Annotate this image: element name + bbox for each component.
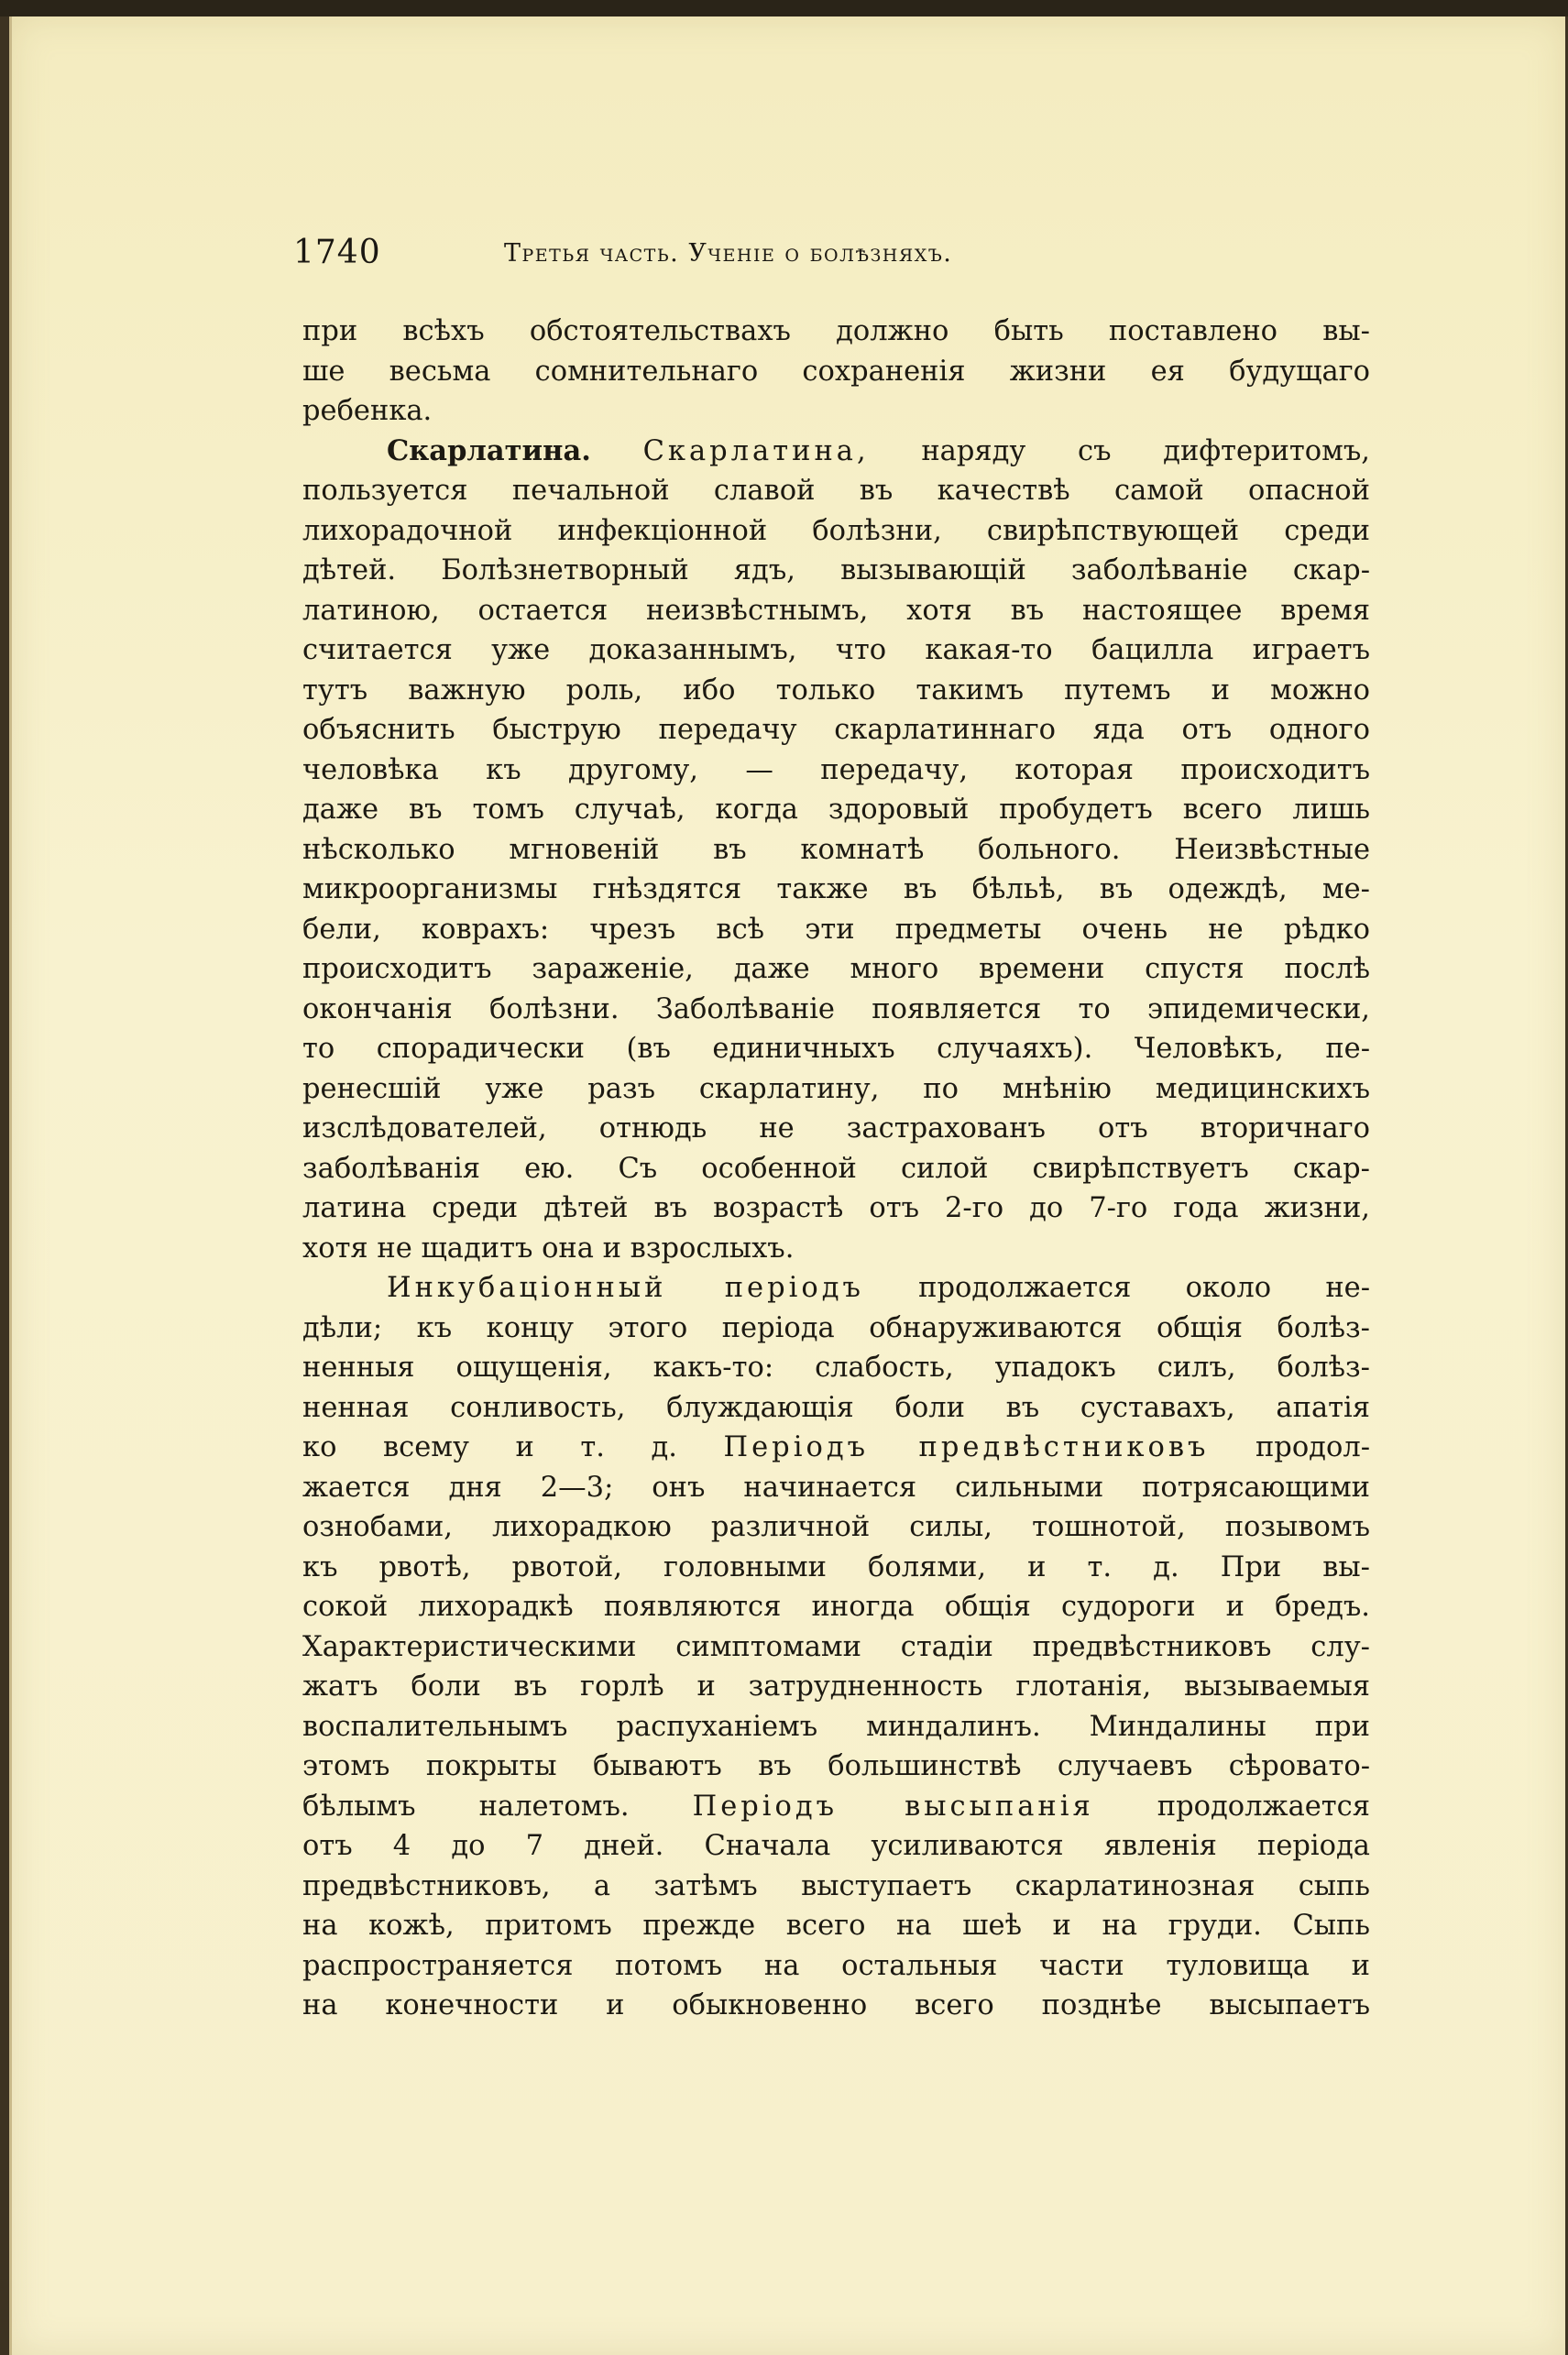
text-line: воспалительнымъ распуханіемъ миндалинъ. Миндалины при <box>302 1710 1370 1743</box>
text-line: объяснить быструю передачу скарлатиннаго яда отъ одного <box>302 714 1370 746</box>
section-heading: Скарлатина. <box>387 433 591 467</box>
spaced-term: Періодъ высыпанія <box>692 1790 1094 1823</box>
text-line: дѣтей. Болѣзнетворный ядъ, вызывающій заболѣваніе скар- <box>302 554 1370 586</box>
text-line: заболѣванія ею. Съ особенной силой свирѣпствуетъ скар- <box>302 1152 1370 1185</box>
text-line: жается дня 2—3; онъ начинается сильными потрясающими <box>302 1471 1370 1504</box>
text-line: происходитъ зараженіе, даже много времени спустя послѣ <box>302 953 1370 985</box>
text-line: то спорадически (въ единичныхъ случаяхъ). Человѣкъ, пе- <box>302 1033 1370 1065</box>
text-fragment: продолжается около не- <box>863 1272 1371 1304</box>
text-fragment: ко всему и т. д. <box>302 1431 724 1463</box>
body-text <box>302 312 1370 2026</box>
text-line: даже въ томъ случаѣ, когда здоровый пробудетъ всего лишь <box>302 794 1370 826</box>
text-line: пользуется печальной славой въ качествѣ самой опасной <box>302 475 1370 507</box>
text-line: этомъ покрыты бываютъ въ большинствѣ случаевъ сѣровато- <box>302 1750 1370 1782</box>
text-fragment: продолжается <box>1093 1790 1371 1823</box>
text-line: тутъ важную роль, ибо только такимъ путемъ и можно <box>302 674 1370 706</box>
scan-top-edge <box>0 0 1568 16</box>
text-line: жатъ боли въ горлѣ и затрудненность глотанія, вызываемыя <box>302 1670 1370 1703</box>
text-line: ненная сонливость, блуждающія боли въ суставахъ, апатія <box>302 1391 1370 1424</box>
text-line: нѣсколько мгновеній въ комнатѣ больного. Неизвѣстные <box>302 833 1370 866</box>
text-fragment: бѣлымъ налетомъ. <box>302 1790 693 1823</box>
text-line: дѣли; къ концу этого періода обнаруживаются общія болѣз- <box>302 1311 1370 1344</box>
text-line: распространяется потомъ на остальныя части туловища и <box>302 1949 1370 1982</box>
text-fragment: продол- <box>1209 1431 1371 1463</box>
spaced-term: Инкубаціонный періодъ <box>387 1272 864 1304</box>
text-line: сокой лихорадкѣ появляются иногда общія судороги и бредъ. <box>302 1591 1370 1623</box>
text-line <box>302 1268 1370 1309</box>
text-line: Характеристическими симптомами стадіи предвѣстниковъ слу- <box>302 1630 1370 1663</box>
text-line: считается уже доказаннымъ, что какая-то бацилла играетъ <box>302 634 1370 666</box>
text-line: ненныя ощущенія, какъ-то: слабость, упадокъ силъ, болѣз- <box>302 1352 1370 1384</box>
text-line: лихорадочной инфекціонной болѣзни, свирѣпствующей среди <box>302 514 1370 547</box>
running-head: Третья часть. Ученіе о болѣзняхъ. <box>504 239 953 268</box>
text-line: при всѣхъ обстоятельствахъ должно быть поставлено вы- <box>302 315 1370 347</box>
text-line <box>302 1428 1370 1468</box>
spaced-term: Періодъ предвѣстниковъ <box>723 1431 1210 1463</box>
text-line: латиною, остается неизвѣстнымъ, хотя въ настоящее время <box>302 594 1370 627</box>
text-line: латина среди дѣтей въ возрастѣ отъ 2-го до 7-го года жизни, <box>302 1192 1370 1224</box>
text-line: предвѣстниковъ, а затѣмъ выступаетъ скарлатинозная сыпь <box>302 1869 1370 1902</box>
spaced-term: Скарлатина, <box>642 434 870 467</box>
text-line: къ рвотѣ, рвотой, головными болями, и т. д. При вы- <box>302 1550 1370 1583</box>
text-line: отъ 4 до 7 дней. Сначала усиливаются явленія періода <box>302 1830 1370 1862</box>
page-header <box>293 234 1375 279</box>
text-line <box>302 1787 1370 1827</box>
text-line: на кожѣ, притомъ прежде всего на шеѣ и на груди. Сыпь <box>302 1910 1370 1942</box>
text-line: на конечности и обыкновенно всего позднѣе высыпаетъ <box>302 1989 1370 2021</box>
section-heading-line <box>302 432 1370 472</box>
text-fragment: наряду съ дифтеритомъ, <box>869 434 1370 467</box>
text-line: микроорганизмы гнѣздятся также въ бѣльѣ, въ одеждѣ, ме- <box>302 873 1370 905</box>
text-line: ше весьма сомнительнаго сохраненія жизни ея будущаго <box>302 355 1370 388</box>
text-line: ребенка. <box>302 395 433 427</box>
text-line: человѣка къ другому, — передачу, которая происходитъ <box>302 753 1370 786</box>
text-line: бели, коврахъ: чрезъ всѣ эти предметы очень не рѣдко <box>302 913 1370 946</box>
text-line: ознобами, лихорадкою различной силы, тошнотой, позывомъ <box>302 1511 1370 1543</box>
text-line: хотя не щадитъ она и взрослыхъ. <box>302 1232 795 1265</box>
text-line: окончанія болѣзни. Заболѣваніе появляется то эпидемически, <box>302 992 1370 1025</box>
page-number: 1740 <box>293 234 381 271</box>
text-line: ренесшій уже разъ скарлатину, по мнѣнію медицинскихъ <box>302 1072 1370 1105</box>
text-line: изслѣдователей, отнюдь не застрахованъ отъ вторичнаго <box>302 1112 1370 1145</box>
